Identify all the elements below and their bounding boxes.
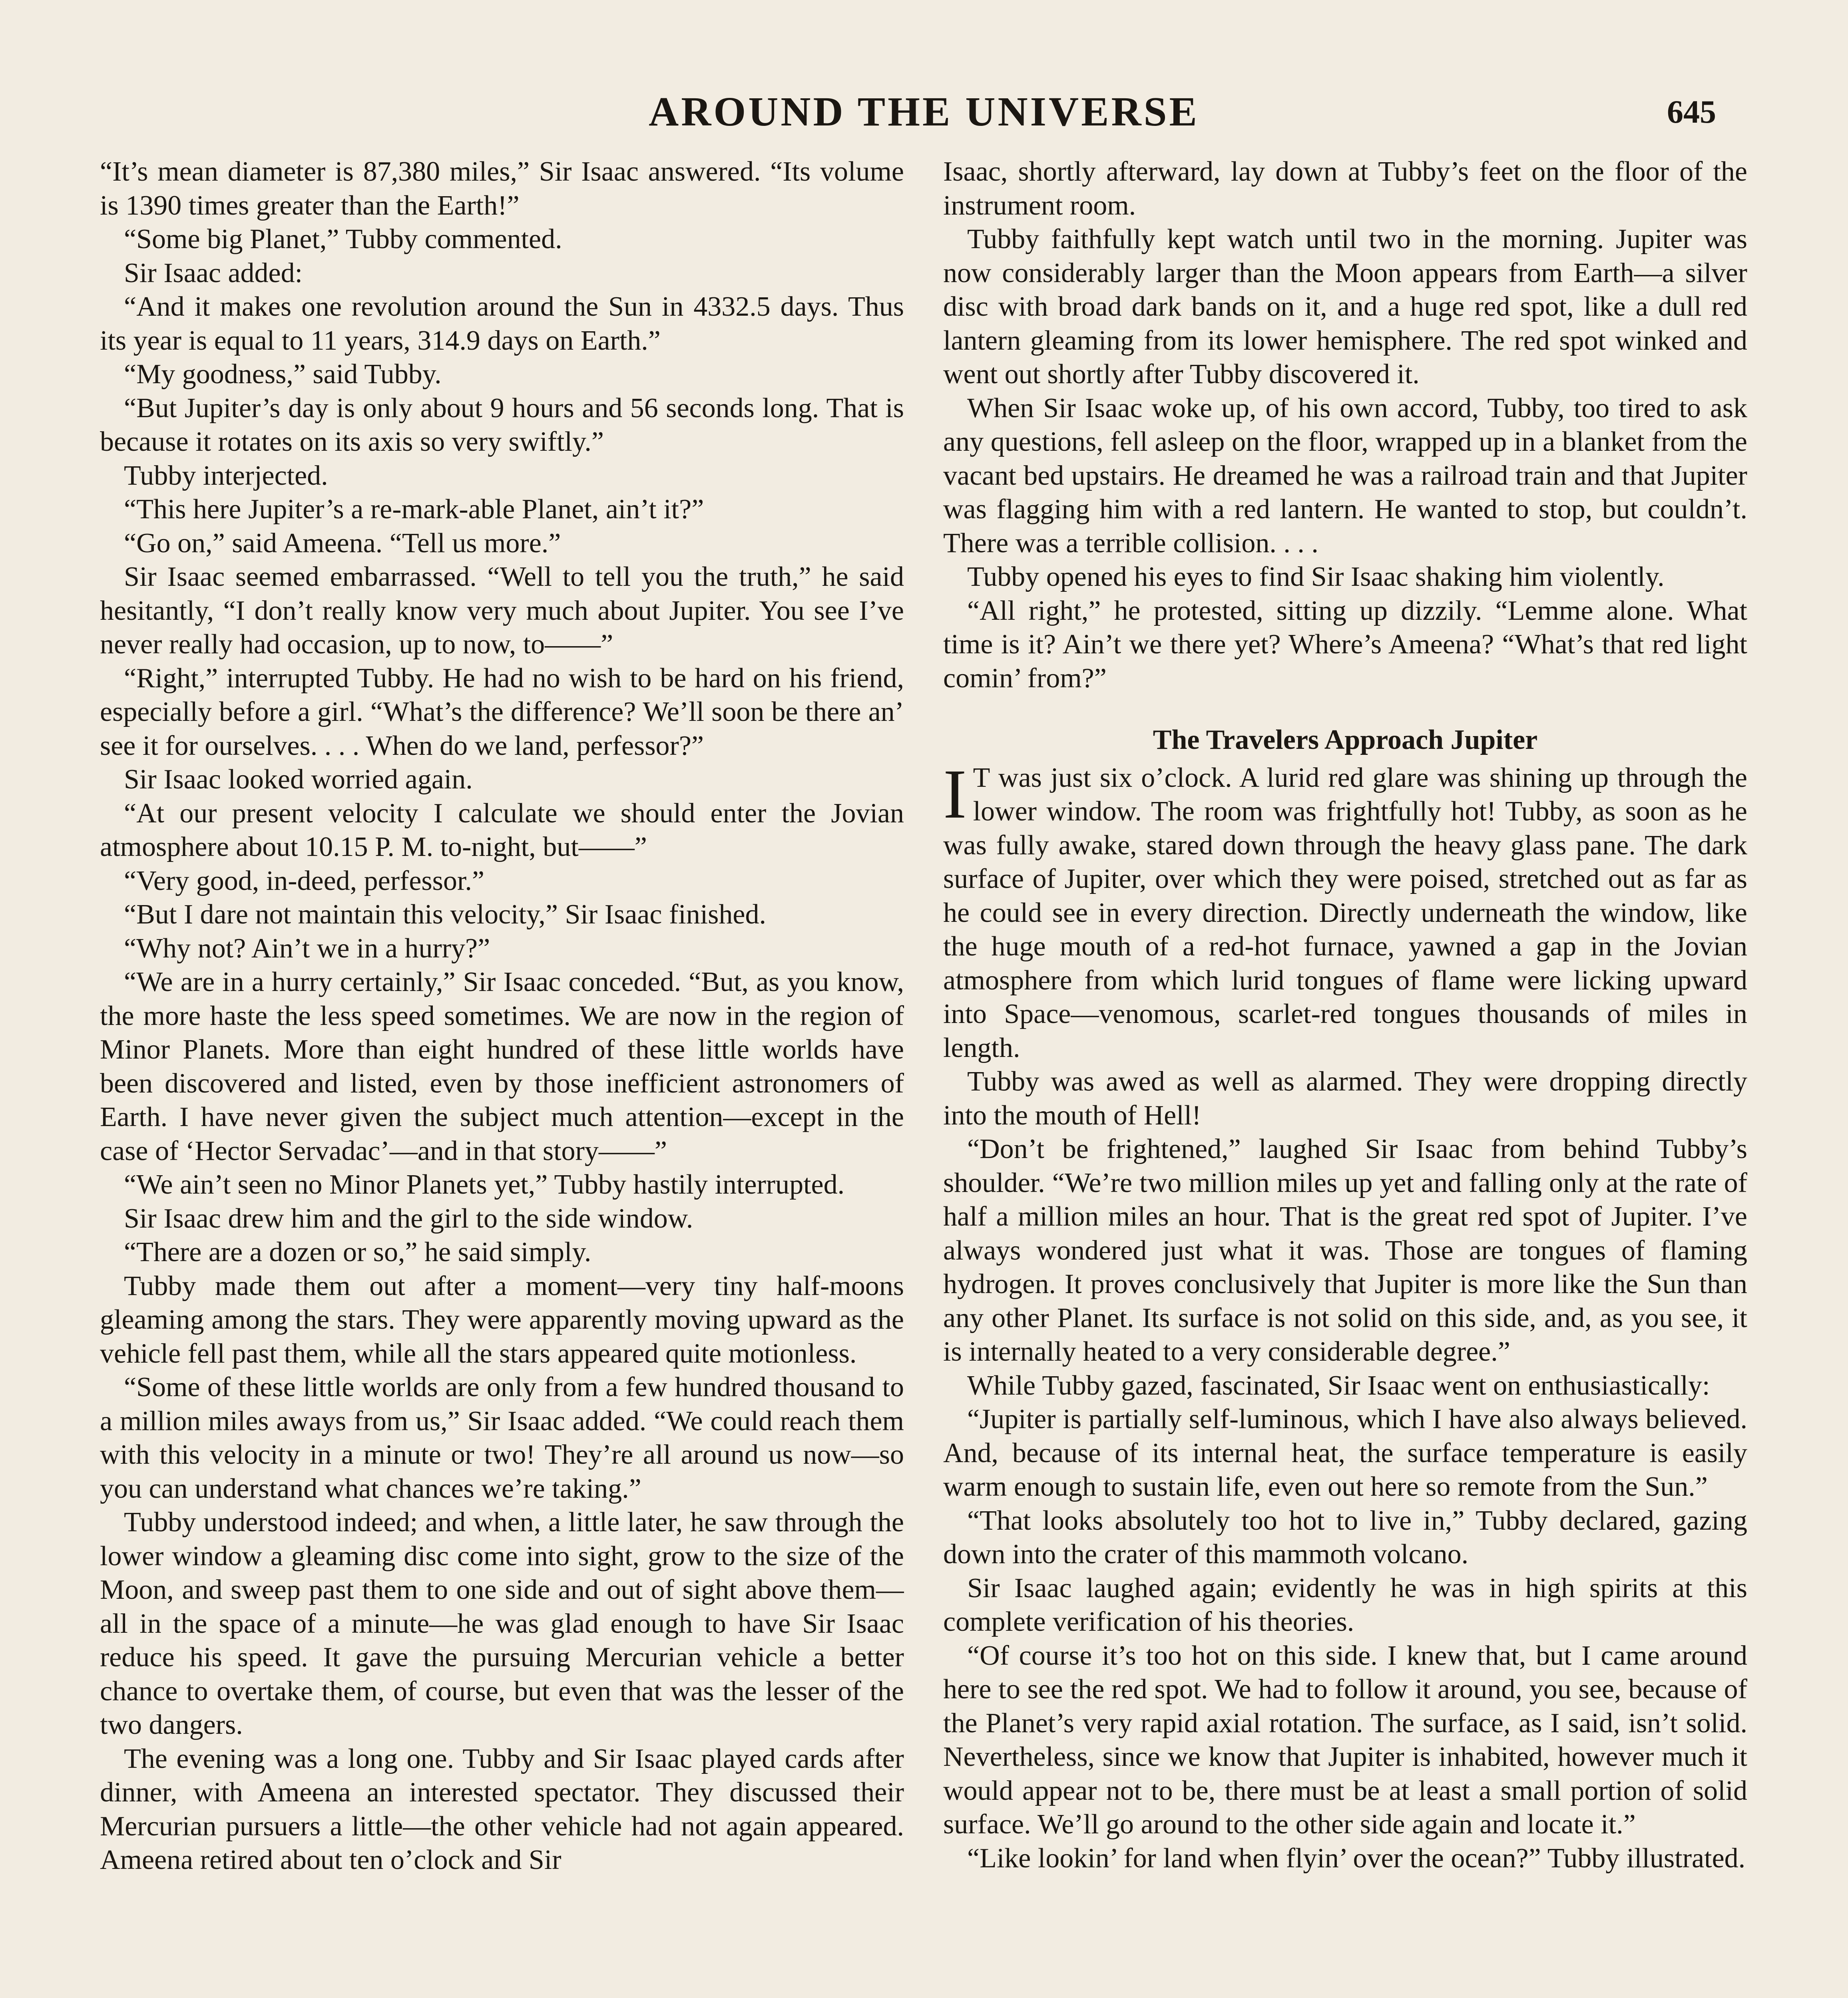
- paragraph: Sir Isaac seemed embarrassed. “Well to tell you the truth,” he said hesitantly, “I don’t really know very much about Jupiter. You see I’ve never really had occasion, up to now, to——”: [100, 561, 904, 660]
- page-header: [0, 86, 1848, 138]
- paragraph: “Some big Planet,” Tubby commented.: [124, 224, 562, 255]
- drop-cap: I: [943, 755, 967, 833]
- paragraph: Tubby opened his eyes to find Sir Isaac shaking him violently.: [967, 561, 1665, 592]
- paragraph: “That looks absolutely too hot to live in,” Tubby declared, gazing down into the crater of this mammoth volcano.: [943, 1505, 1747, 1570]
- paragraph: When Sir Isaac woke up, of his own accord, Tubby, too tired to ask any questions, fell asleep on the floor, wrapped up in a blanket from the vacant bed upstairs. He dreamed he was a railroad train and that Jupiter was flagging him with a red lantern. He wanted to stop, but couldn’t. There was a terrible collision. . . .: [943, 392, 1747, 559]
- paragraph: Tubby faithfully kept watch until two in the morning. Jupiter was now considerably larger than the Moon appears from Earth—a silver disc with broad dark bands on it, and a huge red spot, like a dull red lantern gleaming from its lower hemisphere. The red spot winked and went out shortly after Tubby discovered it.: [943, 224, 1747, 390]
- section-heading: The Travelers Approach Jupiter: [1153, 724, 1538, 755]
- paragraph: “Like lookin’ for land when flyin’ over the ocean?” Tubby illustrated.: [967, 1843, 1746, 1874]
- paragraph: “Right,” interrupted Tubby. He had no wish to be hard on his friend, especially before a girl. “What’s the difference? We’ll soon be there an’ see it for ourselves. . . . When do we land, perfessor?”: [100, 663, 904, 761]
- paragraph: Sir Isaac looked worried again.: [124, 764, 473, 795]
- paragraph: Sir Isaac laughed again; evidently he was in high spirits at this complete verification of his theories.: [943, 1572, 1747, 1637]
- paragraph: “There are a dozen or so,” he said simply.: [124, 1237, 591, 1268]
- paragraph: “And it makes one revolution around the Sun in 4332.5 days. Thus its year is equal to 11 years, 314.9 days on Earth.”: [100, 291, 904, 356]
- paragraph: “It’s mean diameter is 87,380 miles,” Sir Isaac answered. “Its volume is 1390 times greater than the Earth!”: [100, 156, 904, 221]
- page-number: 645: [1667, 94, 1716, 130]
- paragraph: Tubby understood indeed; and when, a little later, he saw through the lower window a gleaming disc come into sight, grow to the size of the Moon, and sweep past them to one side and out of sight above them—all in the space of a minute—he was glad enough to have Sir Isaac reduce his speed. It gave the pursuing Mercurian vehicle a better chance to overtake them, of course, but even that was the lesser of the two dangers.: [100, 1507, 904, 1740]
- paragraph: “We are in a hurry certainly,” Sir Isaac conceded. “But, as you know, the more haste the less speed sometimes. We are now in the region of Minor Planets. More than eight hundred of these little worlds have been discovered and listed, even by those inefficient astronomers of Earth. I have never given the subject much attention—except in the case of ‘Hector Servadac’—and in that story——”: [100, 967, 904, 1166]
- paragraph: Tubby was awed as well as alarmed. They were dropping directly into the mouth of Hell!: [943, 1066, 1747, 1131]
- paragraph: “But Jupiter’s day is only about 9 hours and 56 seconds long. That is because it rotates on its axis so very swiftly.”: [100, 392, 904, 457]
- paragraph: Tubby interjected.: [124, 460, 328, 491]
- opening-paragraph: [943, 755, 1747, 1065]
- paragraph: “Go on,” said Ameena. “Tell us more.”: [124, 527, 561, 559]
- paragraph: “This here Jupiter’s a re-mark-able Planet, ain’t it?”: [124, 494, 704, 525]
- paragraph: “Very good, in-deed, perfessor.”: [124, 865, 484, 896]
- paragraph: “At our present velocity I calculate we should enter the Jovian atmosphere about 10.15 P. M. to-night, but——”: [100, 798, 904, 862]
- paragraph: “My goodness,” said Tubby.: [124, 359, 442, 390]
- paragraph: The evening was a long one. Tubby and Sir Isaac played cards after dinner, with Ameena an interested spectator. They discussed their Mercurian pursuers a little—the other vehicle had not again appeared. Ameena retired about ten o’clock and Sir: [100, 1743, 904, 1875]
- paragraph: “We ain’t seen no Minor Planets yet,” Tubby hastily interrupted.: [124, 1169, 845, 1200]
- paragraph: Sir Isaac added:: [124, 257, 303, 289]
- paragraph: “Why not? Ain’t we in a hurry?”: [124, 933, 490, 964]
- paragraph: “Some of these little worlds are only from a few hundred thousand to a million miles aways from us,” Sir Isaac added. “We could reach them with this velocity in a minute or two! They’re all around us now—so you can understand what chances we’re taking.”: [100, 1372, 904, 1504]
- paragraph: “All right,” he protested, sitting up dizzily. “Lemme alone. What time is it? Ain’t we there yet? Where’s Ameena? “What’s that red light comin’ from?”: [943, 595, 1747, 694]
- running-title: AROUND THE UNIVERSE: [649, 89, 1199, 135]
- left-column: [100, 155, 904, 1998]
- paragraph: “Of course it’s too hot on this side. I knew that, but I came around here to see the red spot. We had to follow it around, you see, because of the Planet’s very rapid axial rotation. The surface, as I said, isn’t solid. Nevertheless, since we know that Jupiter is inhabited, however much it would appear not to be, there must be at least a small portion of solid surface. We’ll go around to the other side again and locate it.”: [943, 1640, 1747, 1840]
- opening-paragraph-text: T was just six o’clock. A lurid red glare was shining up through the lower window. The room was frightfully hot! Tubby, as soon as he was fully awake, stared down through the heavy glass pane. The dark surface of Jupiter, over which they were poised, stretched out as far as he could see in every direction. Directly underneath the window, like the huge mouth of a red-hot furnace, yawned a gap in the Jovian atmosphere from which lurid tongues of flame were licking upward into Space—venomous, scarlet-red tongues thousands of miles in length.: [943, 762, 1747, 1063]
- paragraph: “But I dare not maintain this velocity,” Sir Isaac finished.: [124, 899, 766, 930]
- paragraph: “Jupiter is partially self-luminous, which I have also always believed. And, because of its internal heat, the surface temperature is easily warm enough to sustain life, even out here so remote from the Sun.”: [943, 1404, 1747, 1502]
- paragraph: While Tubby gazed, fascinated, Sir Isaac went on enthusiastically:: [967, 1370, 1710, 1401]
- paragraph: Isaac, shortly afterward, lay down at Tubby’s feet on the floor of the instrument room.: [943, 156, 1747, 221]
- paragraph: “Don’t be frightened,” laughed Sir Isaac from behind Tubby’s shoulder. “We’re two million miles up yet and falling only at the rate of half a million miles an hour. That is the great red spot of Jupiter. I’ve always wondered just what it was. Those are tongues of flaming hydrogen. It proves conclusively that Jupiter is more like the Sun than any other Planet. Its surface is not solid on this side, and, as you see, it is internally heated to a very considerable degree.”: [943, 1134, 1747, 1367]
- paragraph: Tubby made them out after a moment—very tiny half-moons gleaming among the stars. They were apparently moving upward as the vehicle fell past them, while all the stars appeared quite motionless.: [100, 1270, 904, 1369]
- paragraph: Sir Isaac drew him and the girl to the side window.: [124, 1203, 693, 1234]
- right-column: [943, 155, 1747, 1998]
